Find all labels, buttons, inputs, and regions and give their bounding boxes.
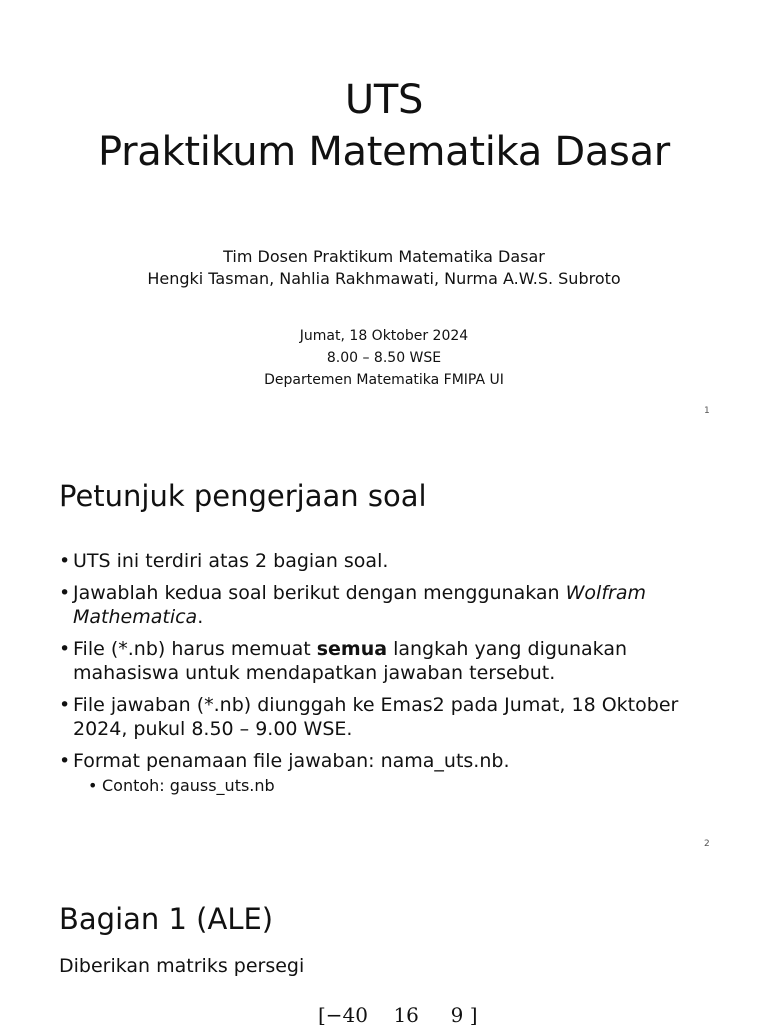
instruction-subitem: • Contoh: gauss_uts.nb xyxy=(88,775,699,797)
slide3-heading: Bagian 1 (ALE) xyxy=(59,902,274,936)
slide1-date: Jumat, 18 Oktober 2024 xyxy=(299,328,469,344)
slide1-title-line2: Praktikum Matematika Dasar xyxy=(98,129,670,175)
slide2-page-number: 2 xyxy=(704,839,710,849)
instruction-text: Jawablah kedua soal berikut dengan menggunakan xyxy=(73,582,566,604)
slide1-time: 8.00 – 8.50 WSE xyxy=(326,350,442,366)
matrix-row: [−40 16 9 ] xyxy=(318,1003,478,1027)
instruction-text: File jawaban (*.nb) diunggah ke Emas2 pada Jumat, 18 Oktober 2024, pukul 8.50 – 9.00 WSE. xyxy=(73,694,679,740)
instruction-sublist xyxy=(73,775,699,797)
slide2-heading: Petunjuk pengerjaan soal xyxy=(59,479,427,513)
instruction-item xyxy=(59,549,699,573)
slide1-page-number: 1 xyxy=(704,406,710,416)
software-name: Wolfram Mathematica xyxy=(73,582,646,628)
slide1-team: Tim Dosen Praktikum Matematika Dasar xyxy=(223,247,545,266)
slide1-authors: Hengki Tasman, Nahlia Rakhmawati, Nurma A.W.S. Subroto xyxy=(147,269,621,288)
instruction-item xyxy=(59,581,699,629)
instruction-text: File (*.nb) harus memuat xyxy=(73,638,317,660)
instruction-text: langkah yang digunakan mahasiswa untuk mendapatkan jawaban tersebut. xyxy=(73,638,628,684)
emphasis-text: semua xyxy=(316,638,388,660)
instruction-text: UTS ini terdiri atas 2 bagian soal. xyxy=(73,550,389,572)
slide1-department: Departemen Matematika FMIPA UI xyxy=(264,372,504,388)
instruction-item xyxy=(59,637,699,685)
instruction-text: . xyxy=(197,606,204,628)
instruction-item xyxy=(59,749,699,797)
slide1-title-line1: UTS xyxy=(344,77,424,123)
instruction-text: Format penamaan file jawaban: nama_uts.nb. xyxy=(73,750,510,772)
instructions-list xyxy=(59,549,699,805)
slide3-intro: Diberikan matriks persegi xyxy=(59,955,305,977)
instruction-item xyxy=(59,693,699,741)
